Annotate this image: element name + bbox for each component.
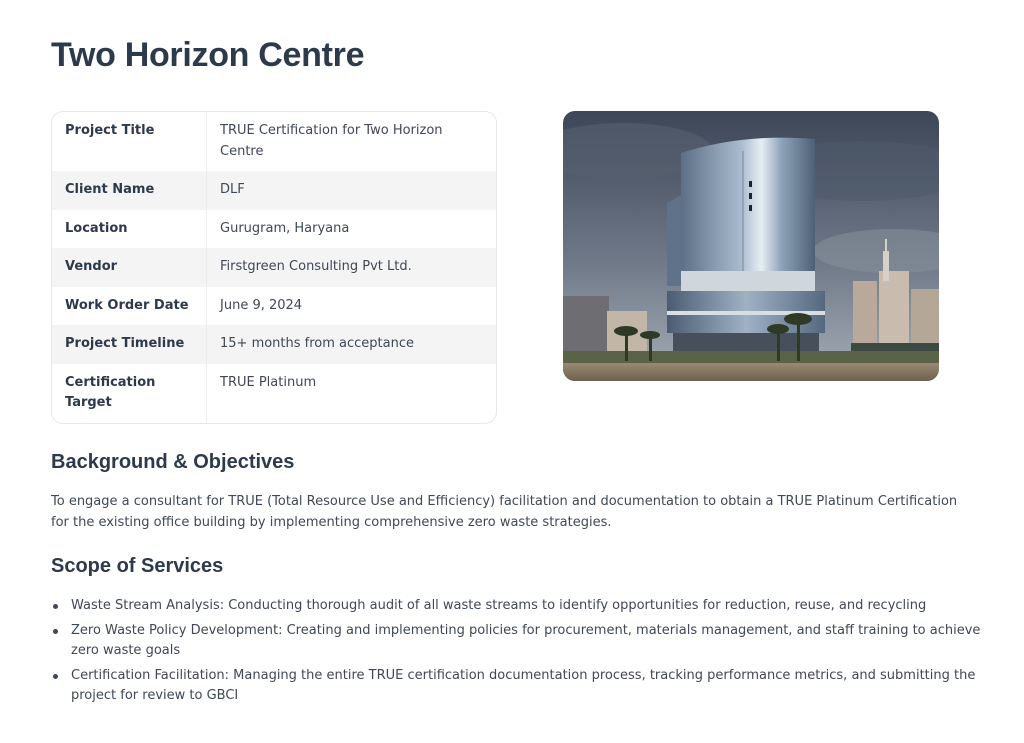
scope-heading: Scope of Services [51, 555, 224, 577]
list-item: Zero Waste Policy Development: Creating and implementing policies for procurement, materials management, and staff training to achieve zero waste goals [71, 621, 996, 662]
row-label: Project Title [52, 112, 207, 171]
row-label: Work Order Date [52, 287, 207, 326]
background-heading: Background & Objectives [51, 451, 295, 473]
building-illustration [563, 111, 939, 381]
row-label: Client Name [52, 171, 207, 210]
table-row [52, 364, 496, 423]
page-title: Two Horizon Centre [51, 36, 365, 74]
row-label: Project Timeline [52, 325, 207, 364]
row-value: TRUE Platinum [220, 374, 317, 390]
row-label: Location [52, 210, 207, 249]
list-item: Waste Stream Analysis: Conducting thorough audit of all waste streams to identify opportunities for reduction, reuse, and recycling [71, 596, 996, 617]
row-value: DLF [220, 182, 245, 197]
table-row [52, 210, 496, 249]
row-value: TRUE Certification for Two Horizon Centre [220, 123, 443, 159]
table-row [52, 112, 496, 171]
row-label: Certification Target [52, 364, 207, 423]
scope-list [51, 596, 996, 711]
row-value: June 9, 2024 [220, 297, 303, 313]
building-photo [563, 111, 939, 381]
row-value: Gurugram, Haryana [220, 220, 350, 236]
table-row [52, 287, 496, 326]
row-value: Firstgreen Consulting Pvt Ltd. [220, 259, 412, 274]
row-value: 15+ months from acceptance [220, 336, 415, 351]
table-row [52, 248, 496, 287]
project-details-table [51, 111, 497, 424]
row-label: Vendor [52, 248, 207, 287]
list-item: Certification Facilitation: Managing the entire TRUE certification documentation process, tracking performance metrics, and submitting the project for review to GBCI [71, 666, 996, 707]
table-row [52, 171, 496, 210]
table-row [52, 325, 496, 364]
background-text: To engage a consultant for TRUE (Total Resource Use and Efficiency) facilitation and documentation to obtain a TRUE Platinum Certification for the existing office building by implementing comprehensive zero waste strategies. [51, 494, 958, 530]
